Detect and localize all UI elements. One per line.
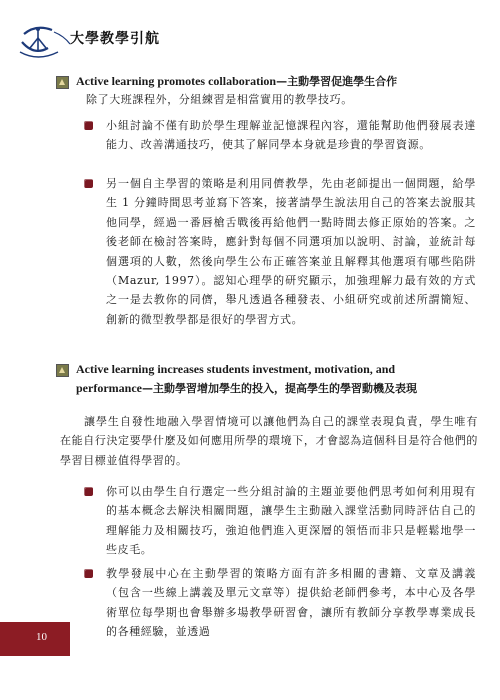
section-heading-zh: —主動學習促進學生合作	[276, 75, 398, 88]
list-item	[84, 564, 476, 642]
section-heading-collaboration	[56, 72, 456, 91]
bullet-icon	[84, 569, 93, 578]
list-item	[84, 116, 476, 155]
section-marker-icon	[56, 76, 69, 89]
section-heading-en: Active learning promotes collaboration	[76, 74, 277, 88]
bullet-icon	[84, 121, 93, 130]
bullet-text: 小組討論不僅有助於學生理解並記憶課程內容，還能幫助他們發展表達能力、改善溝通技巧，使其了解同學本身就是珍貴的學習資源。	[106, 119, 476, 152]
bullet-text: 你可以由學生自行選定一些分組討論的主題並要他們思考如何利用現有的基本概念去解決相關問題，讓學生主動融入課堂活動同時評估自己的理解能力及相關技巧，強迫他們進入更深層的領悟而非只是輕鬆地學一些皮毛。	[106, 485, 476, 557]
page-header	[8, 22, 488, 62]
section-heading-en: Active learning increases students investment, motivation, and performance	[76, 362, 396, 395]
bullet-text: 教學發展中心在主動學習的策略方面有許多相關的書籍、文章及講義（包含一些線上講義及單元文章等）提供給老師們參考，本中心及各學術單位每學期也會舉辦多場教學研習會，讓所有教師分享教學專業成長的各種經驗，並透過	[106, 567, 476, 639]
bullet-text: 另一個自主學習的策略是利用同儕教學，先由老師提出一個問題，給學生 1 分鐘時間思考並寫下答案，接著請學生說法用自己的答案去說服其他同學，經過一番唇槍舌戰後再給他們一點時間去修正原始的答案。之後老師在檢討答案時，應針對每個不同選項加以說明、討論，並統計每個選項的人數，然後向學生公布正確答案並且解釋其他選項有哪些陷阱（Mazur, 1997）。認知心理學的研究顯示，加強理解力最有效的方式之一是去教你的同儕，舉凡透過各種發表、小組研究或前述所謂簡短、創新的微型教學都是很好的學習方式。	[106, 177, 476, 326]
list-item	[84, 174, 476, 329]
page-number: 10	[36, 631, 47, 643]
page-number-tab	[0, 622, 70, 656]
bullet-icon	[84, 179, 93, 188]
bullet-icon	[84, 487, 93, 496]
boat-anchor-icon	[18, 22, 76, 64]
section-marker-icon	[56, 364, 69, 377]
section-intro: 除了大班課程外，分組練習是相當實用的教學技巧。	[86, 93, 353, 106]
section-intro: 讓學生自發性地融入學習情境可以讓他們為自己的課堂表現負責，學生唯有在能自行決定要學什麼及如何應用所學的環境下，才會認為這個科目是符合他們的學習目標並值得學習的。	[60, 415, 478, 467]
section-heading-investment	[56, 360, 461, 398]
section-heading-zh: —主動學習增加學生的投入，提高學生的學習動機及表現	[141, 382, 417, 395]
list-item	[84, 482, 476, 560]
header-title: 大學教學引航	[70, 31, 160, 47]
